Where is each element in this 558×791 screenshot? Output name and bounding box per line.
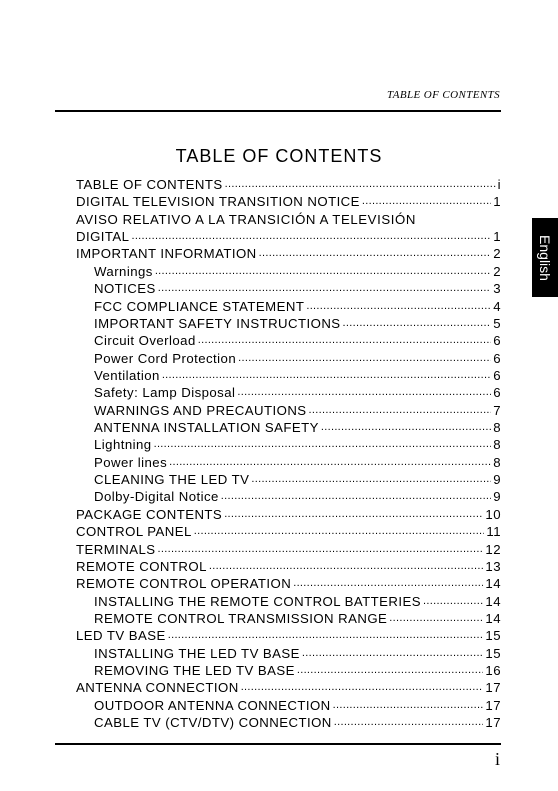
toc-entry-text: LED TV BASE [76, 628, 166, 644]
toc-entry-page: 2 [493, 263, 501, 279]
toc-entry-text: IMPORTANT INFORMATION [76, 246, 257, 262]
toc-entry-page: 9 [493, 472, 501, 488]
toc-entry-text: Dolby-Digital Notice [94, 489, 219, 505]
toc-entry-text: Power Cord Protection [94, 350, 237, 366]
toc-entry-text: CLEANING THE LED TV [94, 472, 250, 488]
toc-entry-page: 15 [485, 645, 501, 661]
toc-entry-page: 6 [493, 385, 501, 401]
toc-entry-page: 4 [493, 298, 501, 314]
toc-entry-page: 14 [485, 610, 501, 626]
toc-entry-text: DIGITAL TELEVISION TRANSITION NOTICE [76, 194, 360, 210]
toc-entry-text: TERMINALS [76, 541, 156, 557]
toc-entry-page: 5 [493, 315, 501, 331]
toc-entry-page: 6 [493, 333, 501, 349]
toc-entry-text: PACKAGE CONTENTS [76, 506, 223, 522]
toc-entry-text: DIGITAL [76, 229, 130, 245]
toc-entry-text: ANTENNA CONNECTION [76, 680, 239, 696]
dot-leader [362, 191, 491, 210]
toc-entry-page: 3 [493, 281, 501, 297]
toc-entry-text: TABLE OF CONTENTS [76, 177, 223, 192]
toc-entry-page: 1 [493, 194, 501, 210]
toc-entry-text: Ventilation [94, 367, 160, 383]
toc-entry-page: 17 [485, 697, 501, 713]
toc-entry-page: 8 [493, 437, 501, 453]
toc-entry-page: 12 [485, 541, 501, 557]
toc-entry-text: ANTENNA INSTALLATION SAFETY [94, 420, 319, 436]
page-title: TABLE OF CONTENTS [175, 146, 383, 166]
toc-entry-text: OUTDOOR ANTENNA CONNECTION [94, 697, 331, 713]
toc-entry-text: CONTROL PANEL [76, 524, 192, 540]
toc-entry-text: INSTALLING THE LED TV BASE [94, 645, 300, 661]
toc-entry-text: WARNINGS AND PRECAUTIONS [94, 402, 307, 418]
running-header: TABLE OF CONTENTS [387, 89, 500, 101]
language-tab [532, 218, 558, 297]
toc-entry-page: 17 [485, 680, 501, 696]
toc-entry-text: Safety: Lamp Disposal [94, 385, 236, 401]
language-tab-label: English [537, 234, 553, 281]
toc-entry[interactable] [76, 193, 501, 210]
toc-entry-text: REMOVING THE LED TV BASE [94, 663, 295, 679]
toc-entry-text: Circuit Overload [94, 333, 196, 349]
dot-leader [334, 712, 484, 731]
toc-entry-page: 6 [493, 350, 501, 366]
toc-entry-page: 14 [485, 576, 501, 592]
footer-rule [55, 743, 501, 745]
toc-entry-text: Power lines [94, 454, 168, 470]
toc-entry-text: NOTICES [94, 281, 156, 297]
toc-entry-page: i [497, 177, 501, 192]
toc-entry-text: Warnings [94, 263, 153, 279]
toc-entry-text: REMOTE CONTROL TRANSMISSION RANGE [94, 610, 388, 626]
toc-entry-text: Lightning [94, 437, 152, 453]
toc-entry-page: 6 [493, 367, 501, 383]
toc-entry-page: 2 [493, 246, 501, 262]
toc-entry-page: 10 [485, 506, 501, 522]
toc-entry-page: 8 [493, 454, 501, 470]
toc-entry-page: 8 [493, 420, 501, 436]
toc-entry-text: REMOTE CONTROL [76, 558, 207, 574]
toc-entry-text: FCC COMPLIANCE STATEMENT [94, 298, 305, 314]
toc-entry-page: 9 [493, 489, 501, 505]
toc-entry-page: 15 [485, 628, 501, 644]
toc-entry-text: REMOTE CONTROL OPERATION [76, 576, 292, 592]
toc-entry-page: 1 [493, 229, 501, 245]
toc-entry-page: 14 [485, 593, 501, 609]
toc-entry-text: AVISO RELATIVO A LA TRANSICIÓN A TELEVISIÓN [76, 211, 416, 227]
header-rule [55, 110, 501, 112]
toc-entry-page: 17 [485, 715, 501, 731]
toc-entry-page: 16 [485, 663, 501, 679]
toc-list [76, 176, 501, 732]
toc-entry-text: INSTALLING THE REMOTE CONTROL BATTERIES [94, 593, 422, 609]
toc-entry-text: CABLE TV (CTV/DTV) CONNECTION [94, 715, 332, 731]
toc-entry-page: 11 [486, 524, 501, 540]
page-number: i [494, 749, 500, 769]
toc-subentry[interactable] [76, 714, 501, 731]
toc-entry-text: IMPORTANT SAFETY INSTRUCTIONS [94, 315, 341, 331]
toc-entry-page: 7 [493, 402, 501, 418]
toc-entry-page: 13 [485, 558, 501, 574]
